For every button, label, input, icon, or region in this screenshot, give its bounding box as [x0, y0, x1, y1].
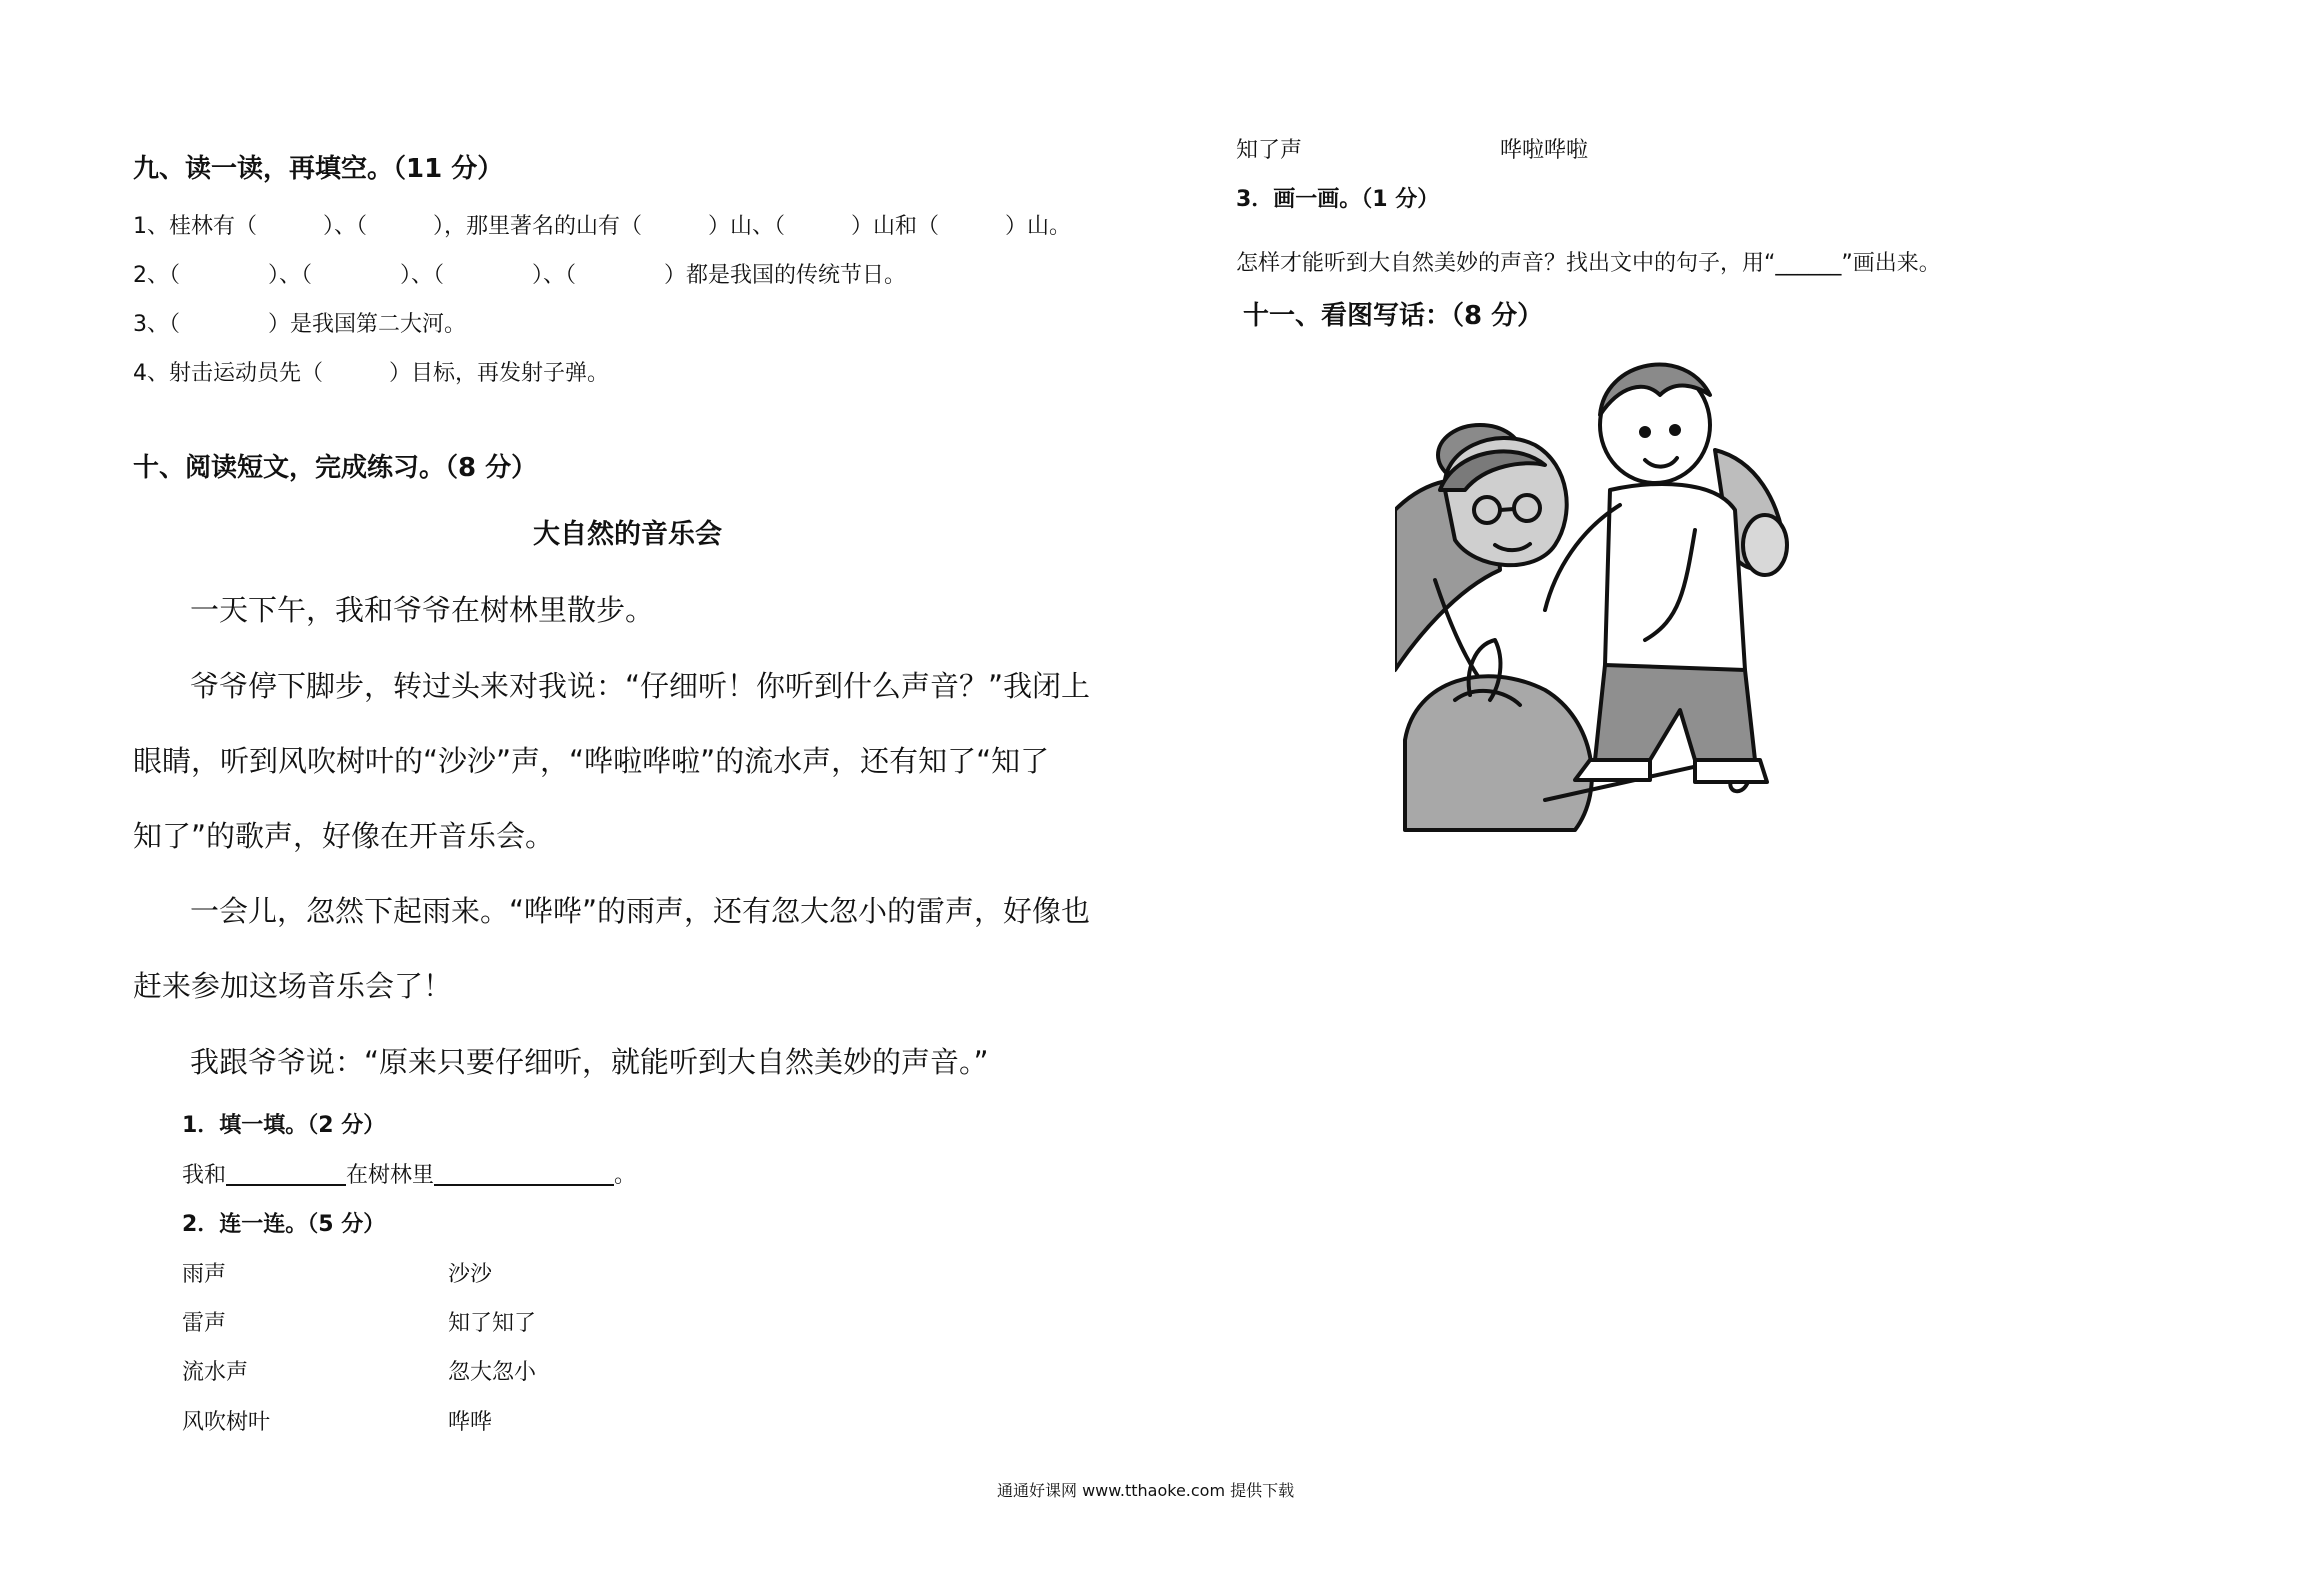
- match-left-1[interactable]: 雨声: [182, 1262, 227, 1287]
- footer-credit: 通通好课网 www.tthaoke.com 提供下载: [997, 1481, 1295, 1500]
- question2-title: 2．连一连。（5 分）: [182, 1212, 386, 1237]
- match-right-2[interactable]: 知了知了: [448, 1311, 537, 1336]
- question1-title: 1．填一填。（2 分）: [182, 1113, 386, 1138]
- question3-title: 3．画一画。（1 分）: [1236, 187, 1440, 212]
- article-line-6: 赶来参加这场音乐会了！: [133, 969, 453, 1003]
- section9-item-2: 2、（ ）、（ ）、（ ）、（ ）都是我国的传统节日。: [133, 263, 906, 288]
- grandma-boy-illustration: [1395, 340, 1875, 840]
- q1-text-2: 在树林里: [346, 1163, 435, 1188]
- match-right-5[interactable]: 哗啦哗啦: [1500, 138, 1589, 163]
- question1-line: [182, 1158, 636, 1189]
- article-title: 大自然的音乐会: [533, 519, 722, 550]
- section9-item-1: 1、桂林有（ ）、（ ），那里著名的山有（ ）山、（ ）山和（ ）山。: [133, 214, 1072, 239]
- section9-item-4: 4、射击运动员先（ ）目标，再发射子弹。: [133, 361, 609, 386]
- article-line-1: 一天下午，我和爷爷在树林里散步。: [190, 593, 655, 627]
- match-left-3[interactable]: 流水声: [182, 1360, 249, 1385]
- section10-title: 十、阅读短文，完成练习。（8 分）: [133, 453, 538, 483]
- q1-text-3: 。: [614, 1163, 637, 1188]
- match-right-4[interactable]: 哗哗: [448, 1410, 493, 1435]
- article-line-5: 一会儿，忽然下起雨来。“哗哗”的雨声，还有忽大忽小的雷声，好像也: [190, 894, 1091, 928]
- q1-text-1: 我和: [182, 1163, 227, 1188]
- section9-title: 九、读一读，再填空。（11 分）: [133, 154, 504, 184]
- question3-text: 怎样才能听到大自然美妙的声音？找出文中的句子，用“______”画出来。: [1236, 251, 1941, 276]
- section11-title: 十一、看图写话：（8 分）: [1243, 301, 1544, 331]
- match-left-2[interactable]: 雷声: [182, 1311, 227, 1336]
- match-left-5[interactable]: 知了声: [1236, 138, 1303, 163]
- section9-item-3: 3、（ ）是我国第二大河。: [133, 312, 466, 337]
- article-line-2: 爷爷停下脚步，转过头来对我说：“仔细听！你听到什么声音？”我闭上: [190, 669, 1091, 703]
- match-left-4[interactable]: 风吹树叶: [182, 1410, 271, 1435]
- match-right-1[interactable]: 沙沙: [448, 1262, 493, 1287]
- q1-blank-1[interactable]: [226, 1160, 346, 1186]
- article-line-7: 我跟爷爷说：“原来只要仔细听，就能听到大自然美妙的声音。”: [190, 1045, 989, 1079]
- match-right-3[interactable]: 忽大忽小: [448, 1360, 537, 1385]
- article-line-3: 眼睛，听到风吹树叶的“沙沙”声，“哗啦哗啦”的流水声，还有知了“知了: [133, 744, 1050, 778]
- article-line-4: 知了”的歌声，好像在开音乐会。: [133, 819, 555, 853]
- q1-blank-2[interactable]: [434, 1160, 614, 1186]
